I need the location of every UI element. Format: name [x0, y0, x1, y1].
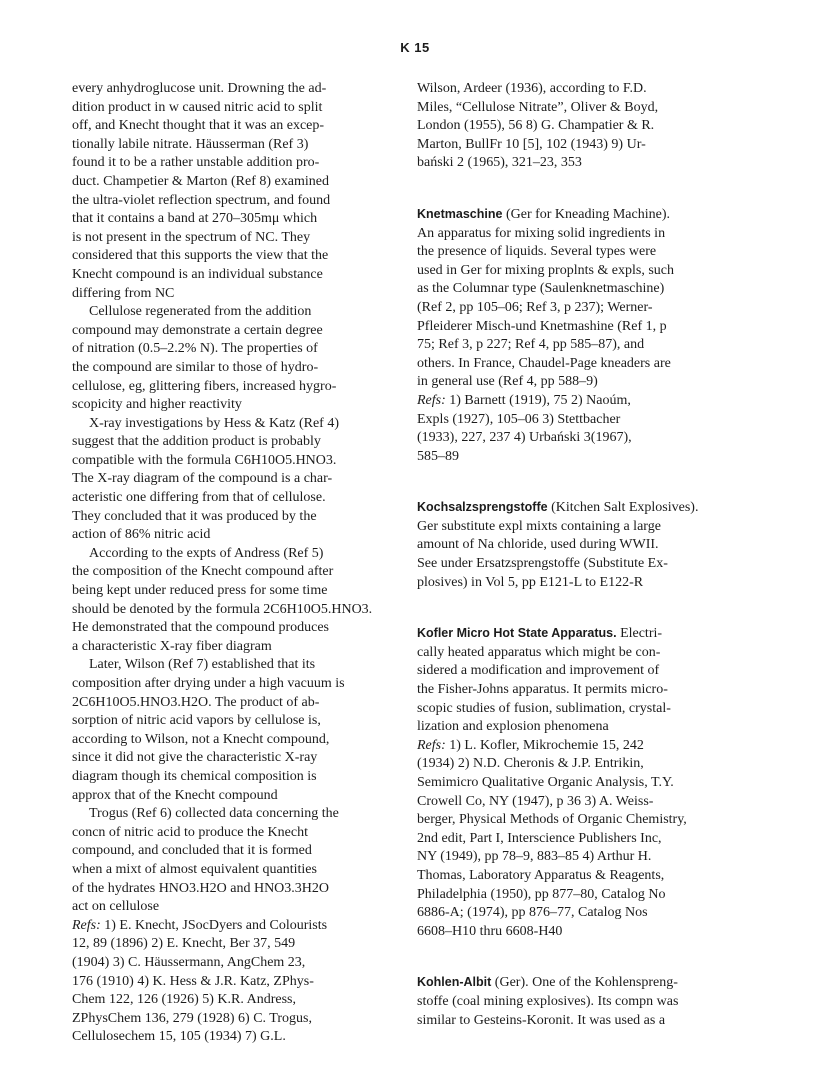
text-line: Knecht compound is an individual substance: [72, 266, 323, 282]
text-line: the presence of liquids. Several types were: [417, 244, 657, 260]
text-line: sorption of nitric acid vapors by cellulose is,: [72, 713, 321, 729]
entry-title: Kofler Micro Hot State Apparatus.: [417, 626, 617, 641]
ref-line: (1934) 2) N.D. Cheronis & J.P. Entrikin,: [417, 756, 644, 772]
text-line: The X-ray diagram of the compound is a char-: [72, 471, 333, 487]
text-line: X-ray investigations by Hess & Katz (Ref 4): [89, 415, 339, 431]
text-line: acteristic one differing from that of cellulose.: [72, 490, 326, 506]
text-line: compound, and concluded that it is formed: [72, 843, 312, 859]
entry-title-rest: (Ger for Kneading Machine).: [502, 206, 670, 222]
text-line: An apparatus for mixing solid ingredients in: [417, 225, 666, 241]
text-line: the ultra-violet reflection spectrum, and found: [72, 192, 331, 208]
ref-line: 12, 89 (1896) 2) E. Knecht, Ber 37, 549: [72, 936, 296, 952]
text-line: Cellulose regenerated from the addition: [89, 304, 312, 320]
entry-heading-kohlen-albit: [417, 973, 721, 993]
ref-line: berger, Physical Methods of Organic Chemistry,: [417, 812, 687, 828]
text-line: cellulose, eg, glittering fibers, increased hygro-: [72, 378, 337, 394]
text-line: act on cellulose: [72, 899, 160, 915]
left-column: [72, 80, 412, 1047]
text-line: scopic studies of fusion, sublimation, crystal-: [417, 700, 671, 716]
entry-title: Kochsalzsprengstoffe: [417, 500, 548, 515]
entry-title-rest: Electri-: [616, 626, 663, 642]
ref-line: Crowell Co, NY (1947), p 36 3) A. Weiss-: [417, 793, 654, 809]
text-line: compound may demonstrate a certain degree: [72, 322, 323, 338]
text-line: concn of nitric acid to produce the Knecht: [72, 824, 308, 840]
text-line: They concluded that it was produced by the: [72, 508, 317, 524]
ref-line: Chem 122, 126 (1926) 5) K.R. Andress,: [72, 992, 296, 1008]
text-line: amount of Na chloride, used during WWII.: [417, 537, 659, 553]
text-line: suggest that the addition product is probably: [72, 434, 321, 450]
entry-title: Kohlen-Albit: [417, 975, 492, 990]
text-line: sidered a modification and improvement of: [417, 663, 660, 679]
text-line: that it contains a band at 270–305mμ which: [72, 211, 318, 227]
text-line: differing from NC: [72, 285, 175, 301]
entry-title-rest: (Ger). One of the Kohlenspreng-: [491, 975, 678, 991]
text-line: lization and explosion phenomena: [417, 719, 609, 735]
text-line: Later, Wilson (Ref 7) established that its: [89, 657, 316, 673]
text-line: dition product in w caused nitric acid to split: [72, 99, 323, 115]
refs-first-line: [417, 737, 721, 756]
entry-title-rest: (Kitchen Salt Explosives).: [547, 500, 699, 516]
text-line: He demonstrated that the compound produces: [72, 620, 329, 636]
text-line: duct. Champetier & Marton (Ref 8) examined: [72, 173, 329, 189]
entry-heading-kofler: [417, 624, 721, 644]
text-line: being kept under reduced press for some time: [72, 583, 328, 599]
text-line: 2C6H10O5.HNO3.H2O. The product of ab-: [72, 694, 320, 710]
text-line: composition after drying under a high vacuum is: [72, 676, 345, 691]
text-line: considered that this supports the view that the: [72, 248, 329, 264]
ref-line: Philadelphia (1950), pp 877–80, Catalog No: [417, 886, 666, 902]
text-line: bański 2 (1965), 321–23, 353: [417, 155, 582, 171]
ref-text: 1) Barnett (1919), 75 2) Naoúm,: [445, 392, 631, 408]
text-line: of nitration (0.5–2.2% N). The properties of: [72, 341, 318, 357]
ref-line: (1933), 227, 237 4) Urbański 3(1967),: [417, 430, 632, 446]
ref-text: 1) E. Knecht, JSocDyers and Colourists: [104, 917, 328, 933]
text-line: stoffe (coal mining explosives). Its compn was: [417, 993, 679, 1009]
ref-line: 585–89: [417, 448, 459, 464]
text-line: Ger substitute expl mixts containing a large: [417, 518, 661, 534]
text-line: plosives) in Vol 5, pp E121-L to E122-R: [417, 574, 644, 590]
text-line: London (1955), 56 8) G. Champatier & R.: [417, 118, 655, 134]
text-line: off, and Knecht thought that it was an excep-: [72, 118, 325, 134]
text-line: Wilson, Ardeer (1936), according to F.D.: [417, 81, 647, 96]
text-line: Miles, “Cellulose Nitrate”, Oliver & Boyd,: [417, 99, 659, 115]
text-line: the Fisher-Johns apparatus. It permits micro-: [417, 682, 668, 698]
ref-line: Thomas, Laboratory Apparatus & Reagents,: [417, 867, 665, 883]
text-line: since it did not give the characteristic X-ray: [72, 750, 318, 766]
refs-label: Refs:: [72, 917, 101, 933]
text-line: Trogus (Ref 6) collected data concerning the: [89, 806, 339, 822]
text-line: cally heated apparatus which might be con-: [417, 644, 661, 660]
text-line: a characteristic X-ray fiber diagram: [72, 638, 272, 654]
text-line: scopicity and higher reactivity: [72, 397, 242, 413]
ref-line: Cellulosechem 15, 105 (1934) 7) G.L.: [72, 1029, 286, 1045]
text-line: diagram though its chemical composition is: [72, 768, 317, 784]
ref-line: Expls (1927), 105–06 3) Stettbacher: [417, 411, 621, 427]
entry-title: Knetmaschine: [417, 206, 503, 221]
text-line: as the Columnar type (Saulenknetmaschine): [417, 281, 665, 297]
right-column: [417, 80, 721, 1030]
text-line: used in Ger for mixing proplnts & expls, such: [417, 262, 675, 278]
ref-line: ZPhysChem 136, 279 (1928) 6) C. Trogus,: [72, 1010, 312, 1026]
text-line: the compound are similar to those of hydro-: [72, 359, 319, 375]
text-line: (Ref 2, pp 105–06; Ref 3, p 237); Werner-: [417, 299, 653, 315]
text-line: others. In France, Chaudel-Page kneaders are: [417, 355, 671, 371]
text-line: should be denoted by the formula 2C6H10O5.HNO3.: [72, 601, 373, 617]
text-line: Pfleiderer Misch-und Knetmashine (Ref 1, p: [417, 318, 667, 334]
text-line: Marton, BullFr 10 [5], 102 (1943) 9) Ur-: [417, 136, 646, 152]
text-line: According to the expts of Andress (Ref 5): [89, 545, 324, 561]
refs-first-line: [72, 917, 412, 936]
text-line: of the hydrates HNO3.H2O and HNO3.3H2O: [72, 880, 330, 896]
ref-line: 6886-A; (1974), pp 876–77, Catalog Nos: [417, 905, 648, 921]
text-line: action of 86% nitric acid: [72, 527, 211, 543]
refs-label: Refs:: [417, 737, 446, 753]
text-line: compatible with the formula C6H10O5.HNO3.: [72, 452, 337, 468]
text-line: every anhydroglucose unit. Drowning the ad-: [72, 81, 327, 96]
text-line: is not present in the spectrum of NC. They: [72, 229, 311, 245]
text-line: in general use (Ref 4, pp 588–9): [417, 374, 598, 390]
entry-heading-kochsalzsprengstoffe: [417, 498, 721, 518]
ref-text: 1) L. Kofler, Mikrochemie 15, 242: [445, 737, 644, 753]
ref-line: 6608–H10 thru 6608-H40: [417, 923, 563, 939]
ref-line: NY (1949), pp 78–9, 883–85 4) Arthur H.: [417, 849, 652, 865]
text-line: the composition of the Knecht compound after: [72, 564, 334, 580]
text-line: similar to Gesteins-Koronit. It was used as a: [417, 1012, 666, 1028]
refs-first-line: [417, 392, 721, 411]
text-line: 75; Ref 3, p 227; Ref 4, pp 585–87), and: [417, 337, 645, 353]
entry-heading-knetmaschine: [417, 205, 721, 225]
text-line: found it to be a rather unstable addition pro-: [72, 155, 320, 171]
ref-line: Semimicro Qualitative Organic Analysis, T.Y.: [417, 775, 674, 790]
text-line: according to Wilson, not a Knecht compound,: [72, 731, 330, 747]
ref-line: (1904) 3) C. Häussermann, AngChem 23,: [72, 954, 306, 970]
ref-line: 176 (1910) 4) K. Hess & J.R. Katz, ZPhys-: [72, 973, 314, 989]
ref-line: 2nd edit, Part I, Interscience Publishers Inc,: [417, 830, 662, 846]
text-line: See under Ersatzsprengstoffe (Substitute Ex-: [417, 556, 668, 572]
text-line: tionally labile nitrate. Häusserman (Ref 3): [72, 136, 309, 152]
page-header: K 15: [400, 40, 430, 55]
text-line: when a mixt of almost equivalent quantities: [72, 861, 317, 877]
text-line: approx that of the Knecht compound: [72, 787, 278, 803]
refs-label: Refs:: [417, 392, 446, 408]
